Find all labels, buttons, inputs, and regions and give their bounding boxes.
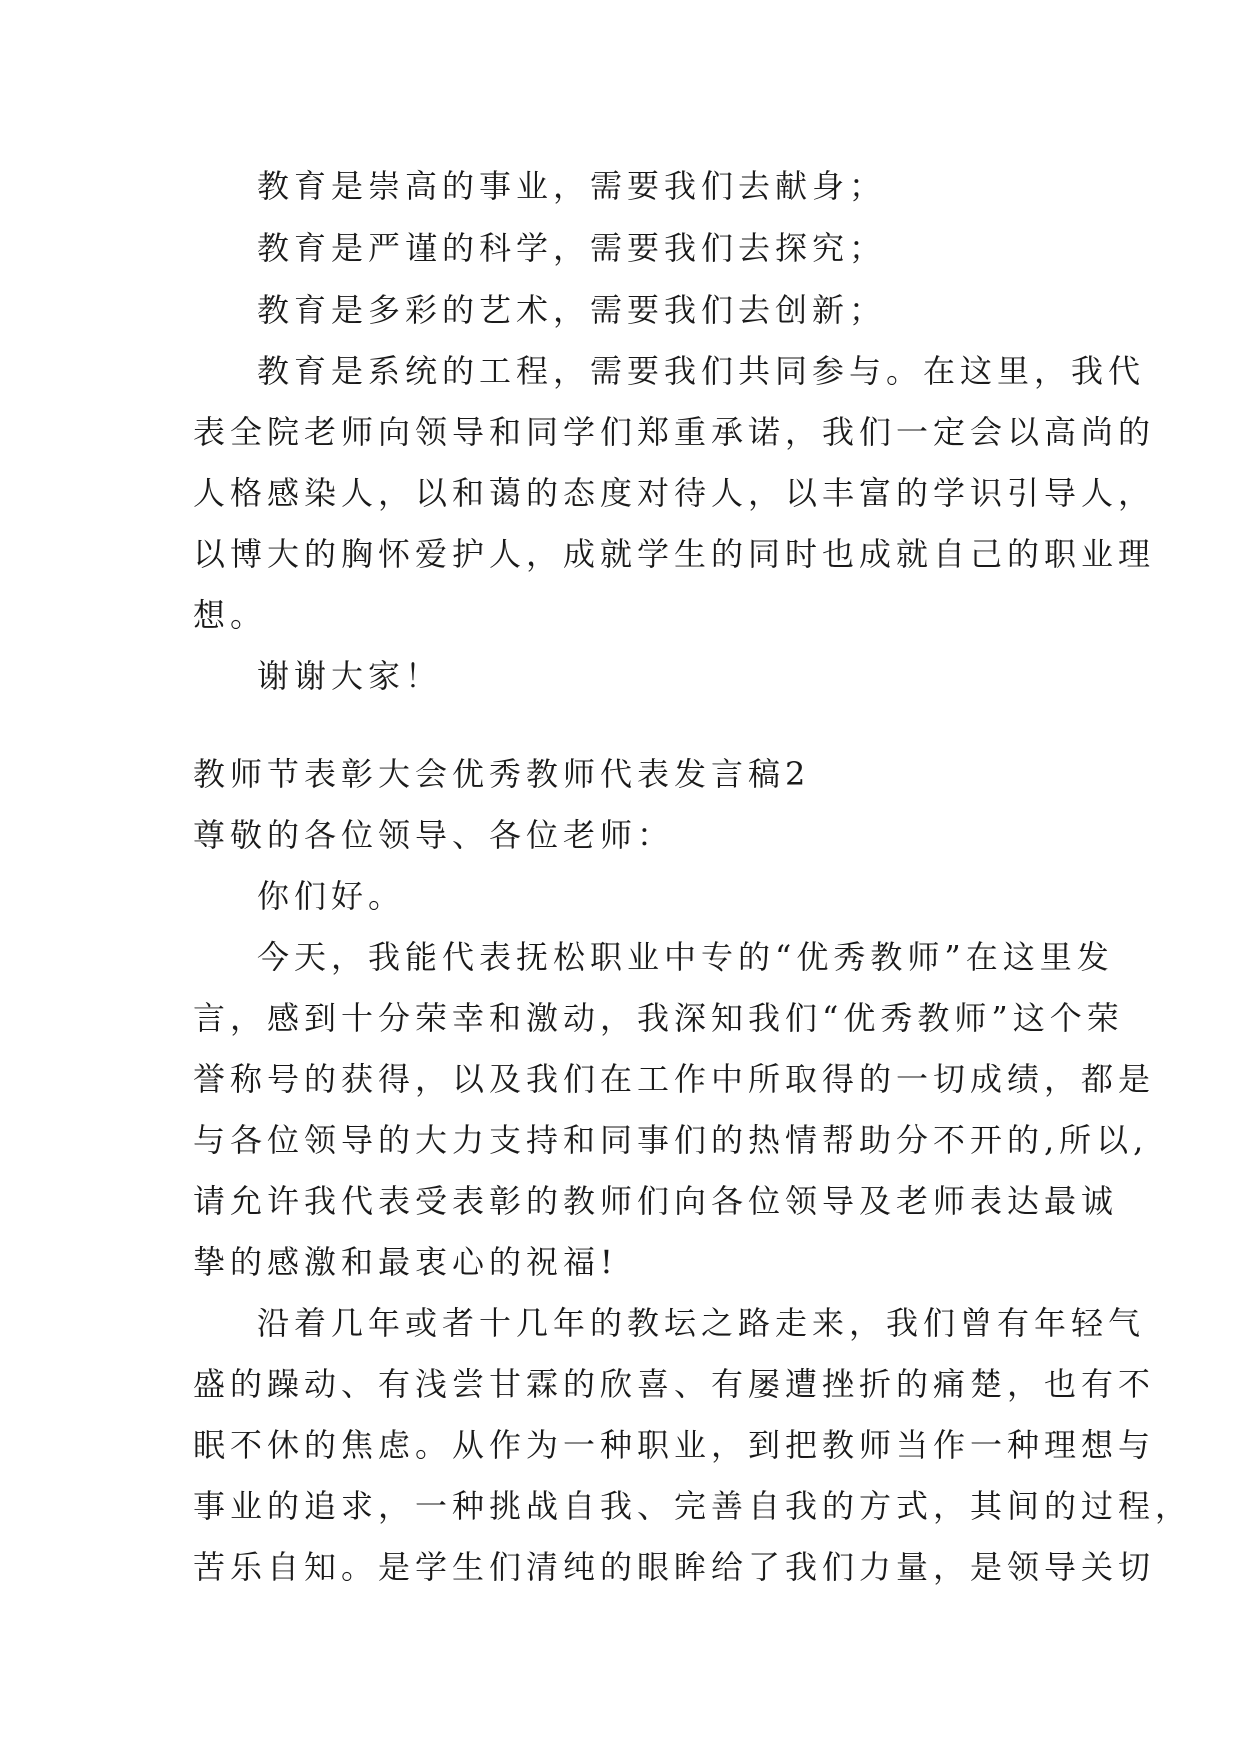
salutation: 尊敬的各位领导、各位老师： xyxy=(193,816,675,854)
closing-line: 谢谢大家！ xyxy=(257,657,443,695)
paragraph-line: 请允许我代表受表彰的教师们向各位领导及老师表达最诚 xyxy=(193,1182,1119,1220)
section-title: 教师节表彰大会优秀教师代表发言稿2 xyxy=(193,755,811,793)
greeting-line: 你们好。 xyxy=(257,877,406,915)
paragraph-line: 想。 xyxy=(193,596,268,634)
paragraph-line: 盛的躁动、有浅尝甘霖的欣喜、有屡遭挫折的痛楚，也有不 xyxy=(193,1365,1156,1403)
paragraph-line: 教育是多彩的艺术，需要我们去创新； xyxy=(257,291,887,329)
paragraph-line: 教育是系统的工程，需要我们共同参与。在这里，我代 xyxy=(257,352,1146,390)
paragraph-line: 教育是严谨的科学，需要我们去探究； xyxy=(257,229,887,267)
paragraph-line: 教育是崇高的事业，需要我们去献身； xyxy=(257,167,887,205)
paragraph-line: 眠不休的焦虑。从作为一种职业，到把教师当作一种理想与 xyxy=(193,1426,1156,1464)
paragraph-line: 挚的感激和最衷心的祝福! xyxy=(193,1243,618,1281)
paragraph-line: 以博大的胸怀爱护人，成就学生的同时也成就自己的职业理 xyxy=(193,535,1156,573)
paragraph-line: 表全院老师向领导和同学们郑重承诺，我们一定会以高尚的 xyxy=(193,413,1156,451)
paragraph-line: 誉称号的获得，以及我们在工作中所取得的一切成绩，都是 xyxy=(193,1060,1156,1098)
paragraph-line: 与各位领导的大力支持和同事们的热情帮助分不开的,所以, xyxy=(193,1121,1149,1159)
paragraph-line: 事业的追求，一种挑战自我、完善自我的方式，其间的过程， xyxy=(193,1487,1193,1525)
paragraph-line: 人格感染人，以和蔼的态度对待人，以丰富的学识引导人， xyxy=(193,474,1156,512)
paragraph-line: 苦乐自知。是学生们清纯的眼眸给了我们力量，是领导关切 xyxy=(193,1548,1156,1586)
paragraph-line: 沿着几年或者十几年的教坛之路走来，我们曾有年轻气 xyxy=(257,1304,1146,1342)
paragraph-line: 今天，我能代表抚松职业中专的“优秀教师”在这里发 xyxy=(257,938,1114,976)
paragraph-line: 言，感到十分荣幸和激动，我深知我们“优秀教师”这个荣 xyxy=(193,999,1124,1037)
